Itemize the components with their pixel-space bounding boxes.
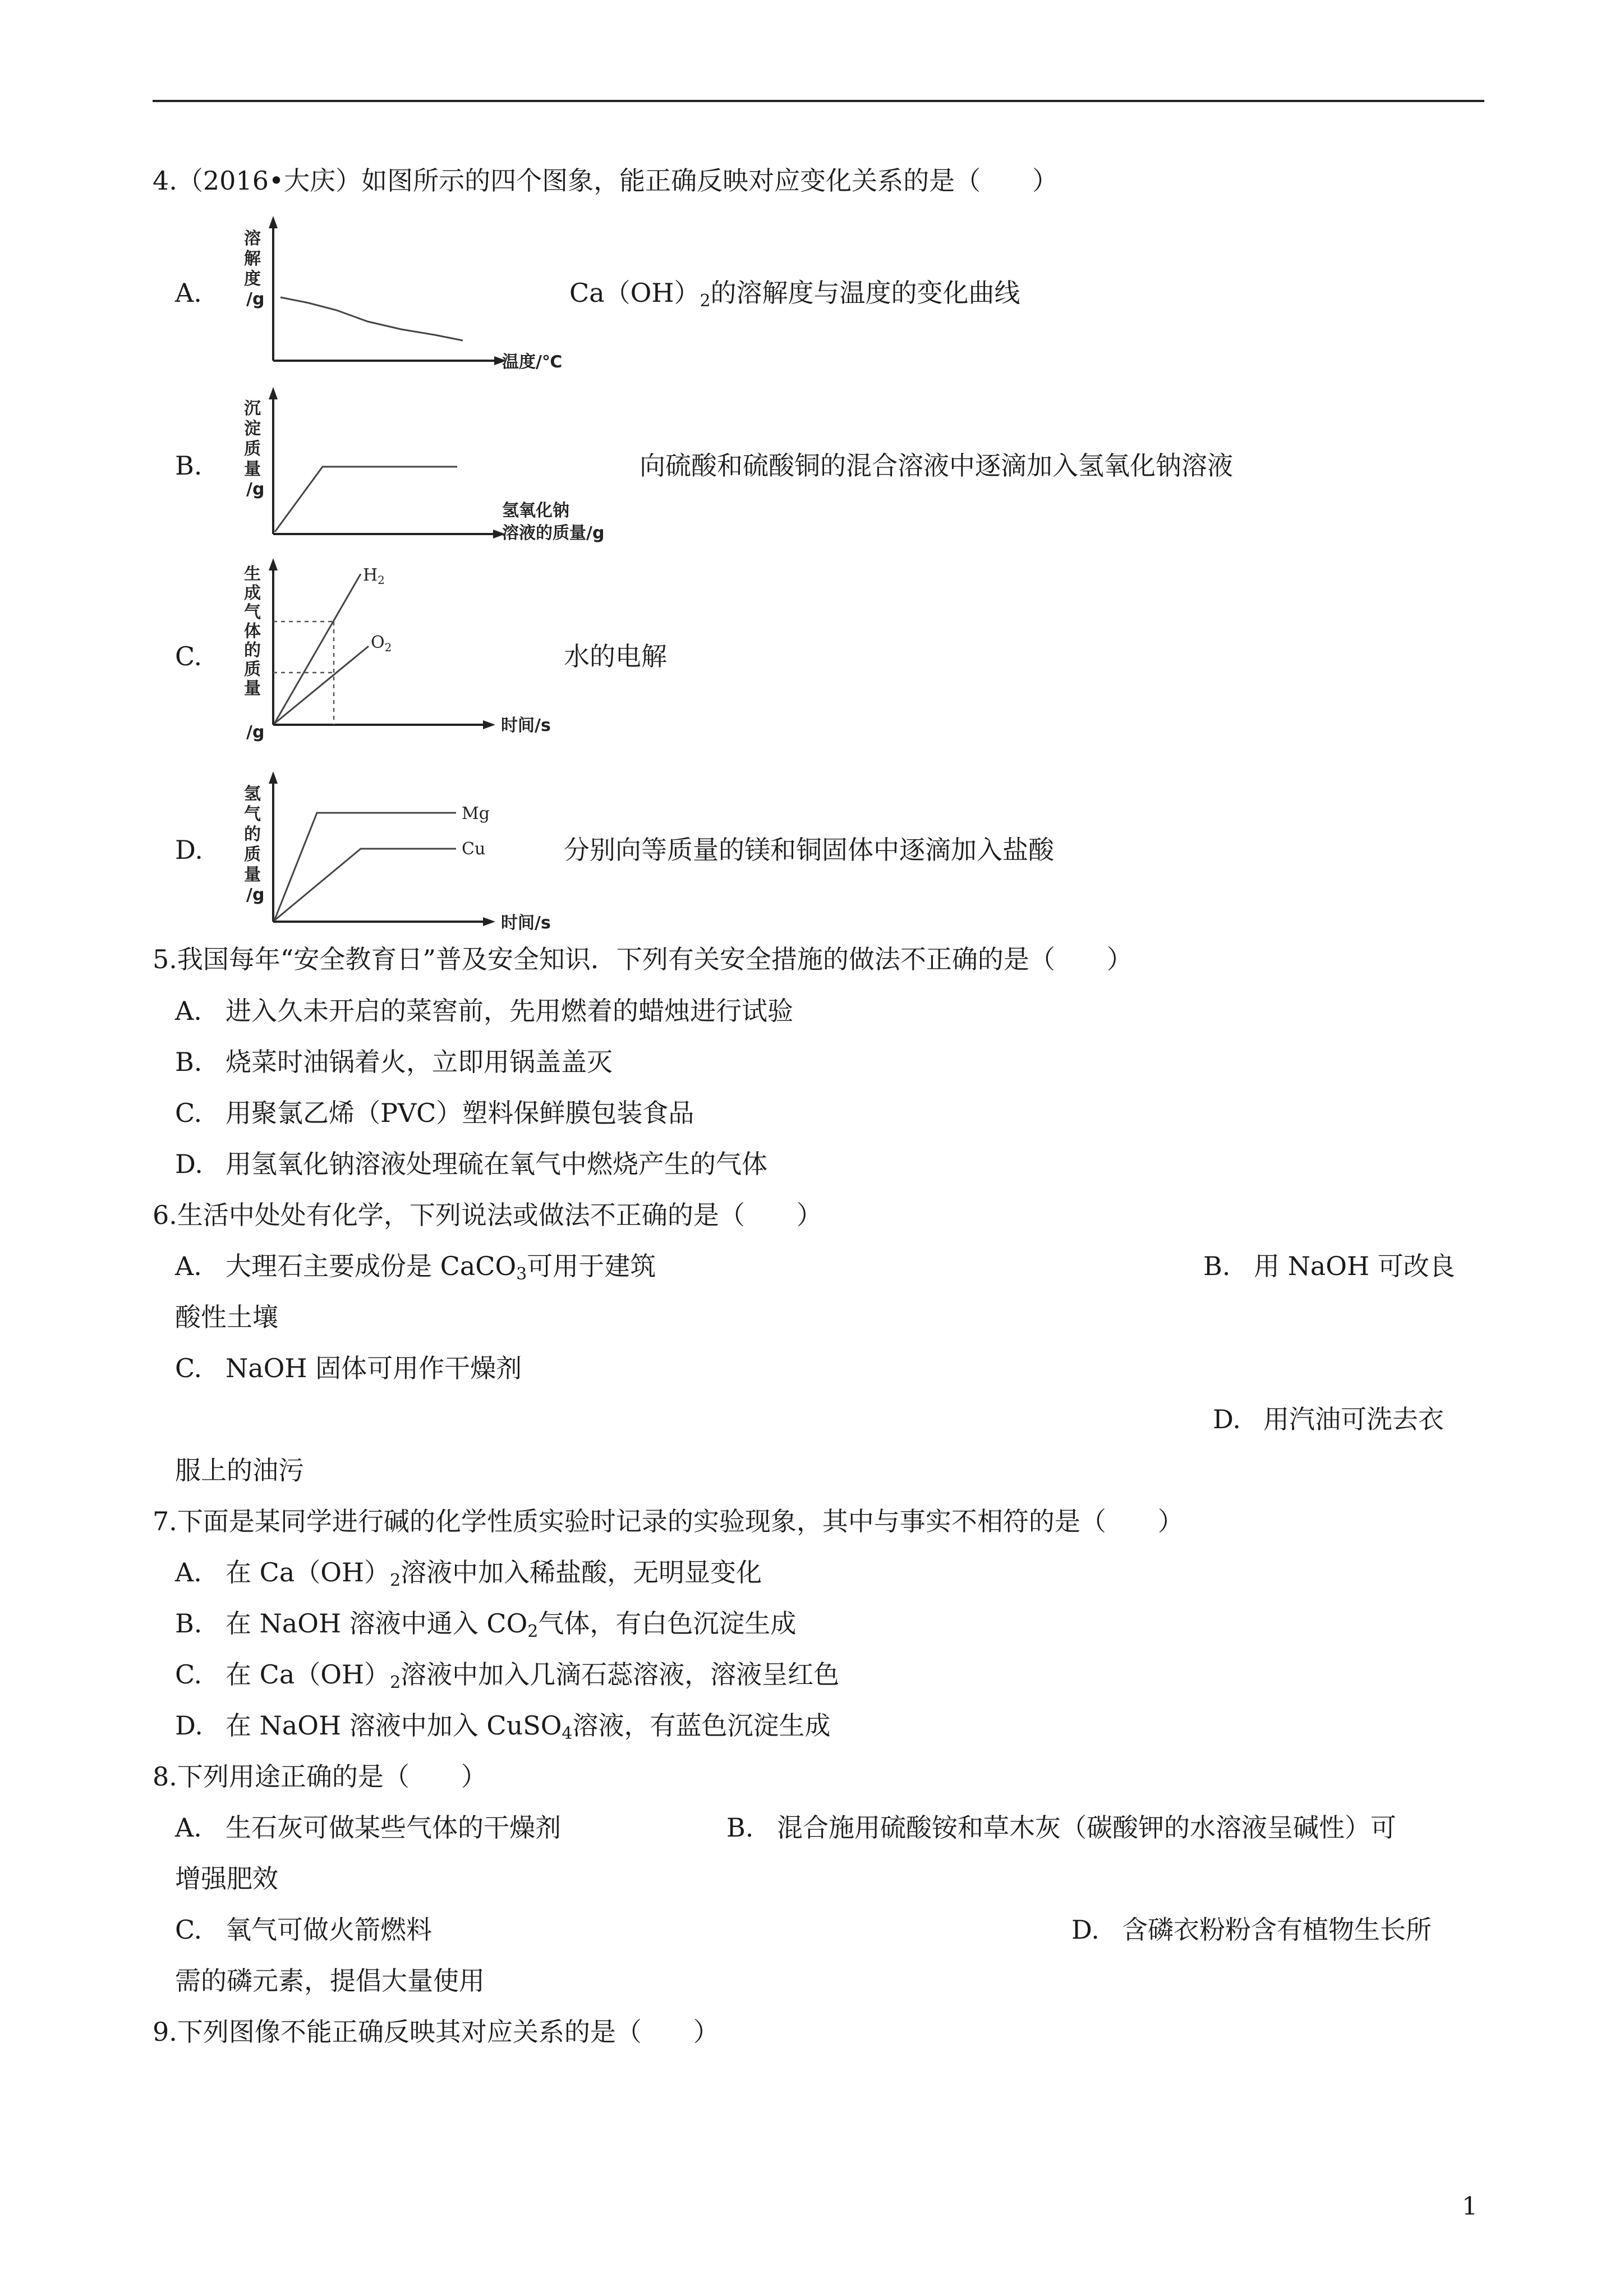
y-label-char: 体 (244, 622, 261, 641)
q6-stem: 6.生活中处处有化学，下列说法或做法不正确的是（ ） (153, 1200, 822, 1230)
series-label-mg: Mg (462, 804, 490, 823)
y-label-char: /g (246, 723, 265, 742)
q6-option-c: C. NaOH 固体可用作干燥剂 (175, 1353, 522, 1383)
q5-option-d: D. 用氢氧化钠溶液处理硫在氧气中燃烧产生的气体 (175, 1149, 767, 1179)
series-label-h2: $H_2$ (363, 565, 385, 587)
page-number: 1 (1462, 2192, 1478, 2221)
q6-option-b-continued: 酸性土壤 (175, 1302, 278, 1332)
q8-option-c: C. 氧气可做火箭燃料 (175, 1915, 432, 1945)
y-label-char: 气 (244, 804, 261, 824)
q4-graph-d (233, 771, 551, 936)
y-axis-arrow (269, 771, 278, 784)
solubility-curve (280, 297, 463, 341)
q5-option-a: A. 进入久未开启的菜窖前，先用燃着的蜡烛进行试验 (175, 996, 793, 1026)
x-label-line: 溶液的质量/g (502, 523, 605, 543)
q7-option-d: D. 在 NaOH 溶液中加入 CuSO$_4$溶液，有蓝色沉淀生成 (175, 1710, 831, 1743)
q4-option-b-desc: 向硫酸和硫酸铜的混合溶液中逐滴加入氢氧化钠溶液 (640, 450, 1233, 481)
q7-stem: 7.下面是某同学进行碱的化学性质实验时记录的实验现象，其中与事实不相符的是（ ） (153, 1506, 1184, 1536)
x-axis-arrow (483, 720, 495, 729)
y-label-char: 氢 (244, 784, 261, 804)
q4-graph-c (233, 558, 551, 748)
q4-graph-a (233, 216, 563, 378)
q8-option-d: D. 含磷衣粉粉含有植物生长所 (1071, 1915, 1432, 1945)
y-axis-arrow (269, 216, 278, 228)
x-label-line: 氢氧化钠 (502, 501, 569, 521)
mg-curve (274, 813, 456, 921)
q6-option-a: A. 大理石主要成份是 CaCO$_3$可用于建筑 (175, 1251, 656, 1284)
series-label-o2: $O_2$ (371, 633, 392, 654)
q9-stem: 9.下列图像不能正确反映其对应关系的是（ ） (153, 2017, 719, 2047)
x-label: 时间/s (501, 913, 551, 933)
y-label-char: 质 (244, 660, 261, 679)
q6-option-d-continued: 服上的油污 (175, 1455, 304, 1485)
q7-option-b: B. 在 NaOH 溶液中通入 $CO_2$气体，有白色沉淀生成 (175, 1608, 797, 1641)
y-label-char: 沉 (244, 399, 261, 418)
y-label-char: 解 (244, 249, 261, 269)
q8-stem: 8.下列用途正确的是（ ） (153, 1761, 487, 1792)
q4-option-c-letter: C. (175, 641, 203, 671)
y-label-char: /g (246, 289, 265, 309)
y-label-char: 溶 (244, 229, 261, 249)
q4-stem: 4.（2016•大庆）如图所示的四个图象，能正确反映对应变化关系的是（ ） (153, 165, 1059, 196)
q5-option-c: C. 用聚氯乙烯（PVC）塑料保鲜膜包装食品 (175, 1098, 694, 1128)
h2-line (274, 574, 361, 724)
y-label-char: 成 (244, 583, 261, 603)
y-label-char: /g (246, 885, 265, 905)
x-label: 时间/s (501, 716, 551, 735)
q5-stem: 5.我国每年“安全教育日”普及安全知识．下列有关安全措施的做法不正确的是（ ） (153, 944, 1133, 974)
y-label-char: 的 (244, 825, 261, 844)
y-label-char: 质 (244, 439, 261, 459)
y-label-char: 量 (244, 459, 261, 479)
y-label-char: 气 (244, 602, 261, 622)
q4-option-d-letter: D. (175, 835, 203, 865)
q4-option-c-desc: 水的电解 (564, 641, 667, 671)
y-label-char: 质 (244, 845, 261, 864)
cu-curve (274, 849, 456, 921)
header-rule (153, 100, 1484, 102)
q4-option-a-desc: $Ca(OH)_2$的溶解度与温度的变化曲线 (569, 278, 1020, 311)
y-label-char: 的 (244, 641, 261, 660)
y-label-char: 生 (244, 564, 261, 584)
y-label-char: 淀 (244, 419, 261, 439)
q8-option-d-continued: 需的磷元素，提倡大量使用 (175, 1966, 485, 1996)
q5-option-b: B. 烧菜时油锅着火，立即用锅盖盖灭 (175, 1047, 613, 1077)
q7-option-c: C. 在 $Ca(OH)_2$溶液中加入几滴石蕊溶液，溶液呈红色 (175, 1659, 840, 1692)
precipitate-curve (275, 467, 457, 532)
y-label-char: 量 (244, 865, 261, 885)
q7-option-a: A. 在 $Ca(OH)_2$溶液中加入稀盐酸，无明显变化 (175, 1557, 762, 1590)
y-label-char: 量 (244, 679, 261, 698)
q4-graph-b (233, 387, 637, 552)
q8-option-a: A. 生石灰可做某些气体的干燥剂 (175, 1812, 561, 1843)
x-axis-arrow (483, 917, 495, 926)
q4-option-d-desc: 分别向等质量的镁和铜固体中逐滴加入盐酸 (564, 835, 1054, 865)
y-axis-arrow (269, 387, 278, 399)
q4-option-a-letter: A. (175, 278, 202, 308)
y-axis-arrow (269, 558, 278, 570)
series-label-cu: Cu (462, 839, 486, 859)
q8-option-b-continued: 增强肥效 (175, 1864, 278, 1894)
o2-line (274, 646, 369, 724)
y-label-char: /g (246, 480, 265, 499)
x-label: 温度/℃ (502, 352, 563, 372)
q4-option-b-letter: B. (175, 450, 203, 481)
q6-option-b: B. 用 NaOH 可改良 (1203, 1251, 1455, 1281)
y-label-char: 度 (244, 269, 261, 289)
q8-option-b: B. 混合施用硫酸铵和草木灰（碳酸钾的水溶液呈碱性）可 (726, 1812, 1396, 1843)
q6-option-d: D. 用汽油可洗去衣 (1213, 1404, 1444, 1434)
